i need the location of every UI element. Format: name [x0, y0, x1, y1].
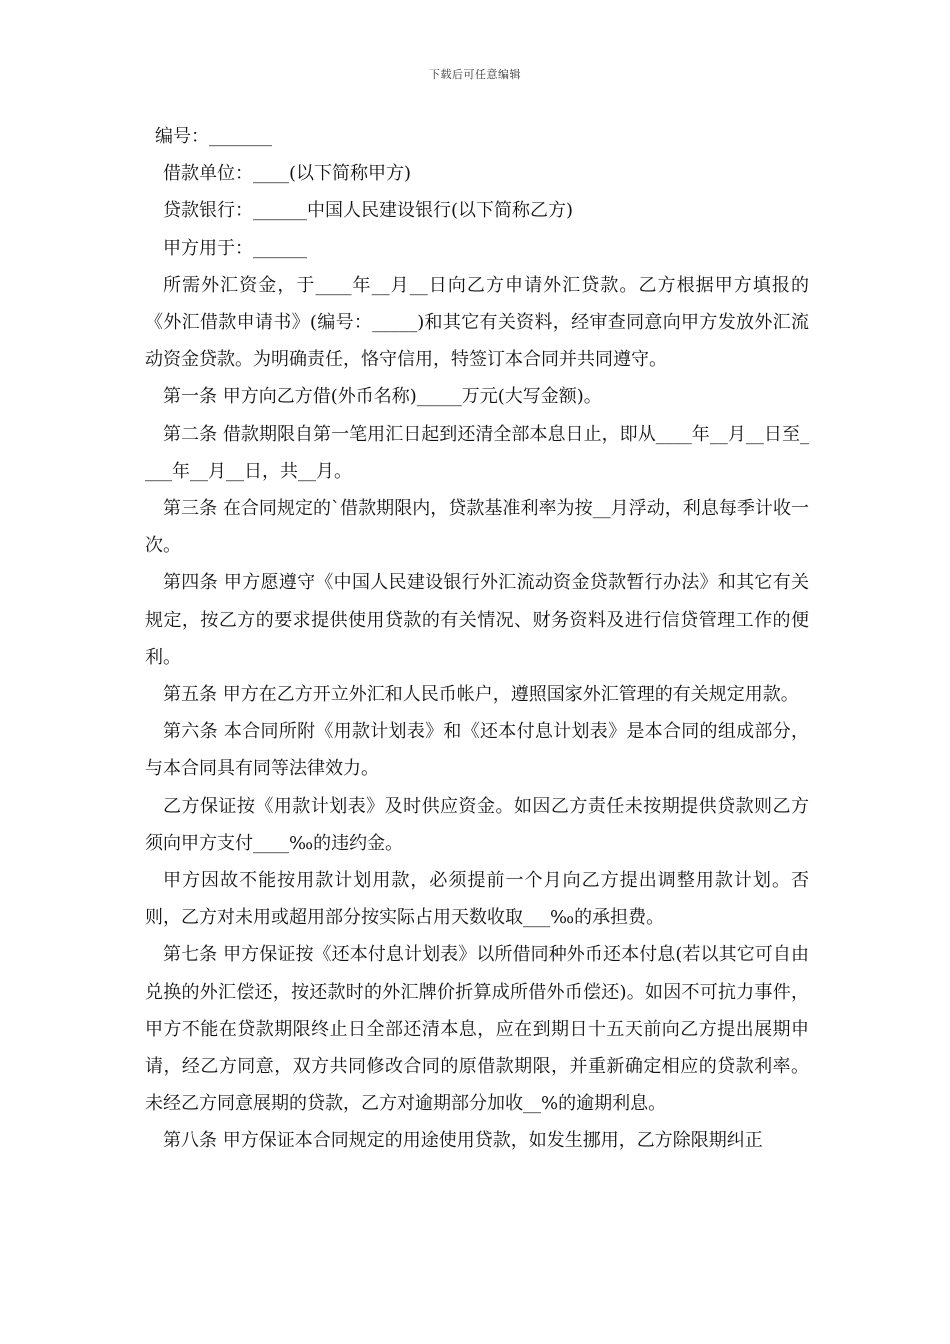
lender-bank-line: 贷款银行：______中国人民建设银行(以下简称乙方) [163, 200, 574, 222]
article-7: 第七条 甲方保证按《还本付息计划表》以所借同种外币还本付息(若以其它可自由兑换的外汇偿还，按还款时的外汇牌价折算成所借外币偿还)。如因不可抗力事件，甲方不能在贷款期限终止日全部还清本息，应在到期日十五天前向乙方提出展期申请，经乙方同意，双方共同修改合同的原借款期限，并重新确定相应的贷款利率。未经乙方同意展期的贷款，乙方对逾期部分加收__%的逾期利息。 [145, 944, 809, 1115]
article-8: 第八条 甲方保证本合同规定的用途使用贷款，如发生挪用，乙方除限期纠正 [163, 1130, 763, 1152]
page-header-note: 下载后可任意编辑 [429, 68, 521, 81]
contract-number-line: 编号：_______ [155, 126, 272, 147]
article-1: 第一条 甲方向乙方借(外币名称)_____万元(大写金额)。 [163, 386, 602, 408]
article-5: 第五条 甲方在乙方开立外汇和人民币帐户，遵照国家外汇管理的有关规定用款。 [163, 684, 799, 706]
purpose-line: 甲方用于：______ [163, 237, 307, 259]
article-6-clause-borrower: 甲方因故不能按用款计划用款，必须提前一个月向乙方提出调整用款计划。否则，乙方对未用或超用部分按实际占用天数收取___‰的承担费。 [145, 870, 809, 929]
preamble-paragraph: 所需外汇资金，于____年__月__日向乙方申请外汇贷款。乙方根据甲方填报的《外汇借款申请书》(编号：_____)和其它有关资料，经审查同意向甲方发放外汇流动资金贷款。为明确责任，恪守信用，特签订本合同并共同遵守。 [145, 274, 809, 371]
contract-body [145, 118, 809, 1160]
article-2: 第二条 借款期限自第一笔用汇日起到还清全部本息日止，即从____年__月__日至____年__月__日，共__月。 [145, 423, 809, 482]
article-3: 第三条 在合同规定的`借款期限内，贷款基准利率为按__月浮动，利息每季计收一次。 [145, 498, 809, 557]
article-4: 第四条 甲方愿遵守《中国人民建设银行外汇流动资金贷款暂行办法》和其它有关规定，按乙方的要求提供使用贷款的有关情况、财务资料及进行信贷管理工作的便利。 [145, 572, 809, 668]
borrower-line: 借款单位：____(以下简称甲方) [163, 163, 412, 185]
article-6-clause-lender: 乙方保证按《用款计划表》及时供应资金。如因乙方责任未按期提供贷款则乙方须向甲方支付____‰的违约金。 [145, 795, 809, 854]
article-6: 第六条 本合同所附《用款计划表》和《还本付息计划表》是本合同的组成部分，与本合同具有同等法律效力。 [145, 721, 809, 780]
